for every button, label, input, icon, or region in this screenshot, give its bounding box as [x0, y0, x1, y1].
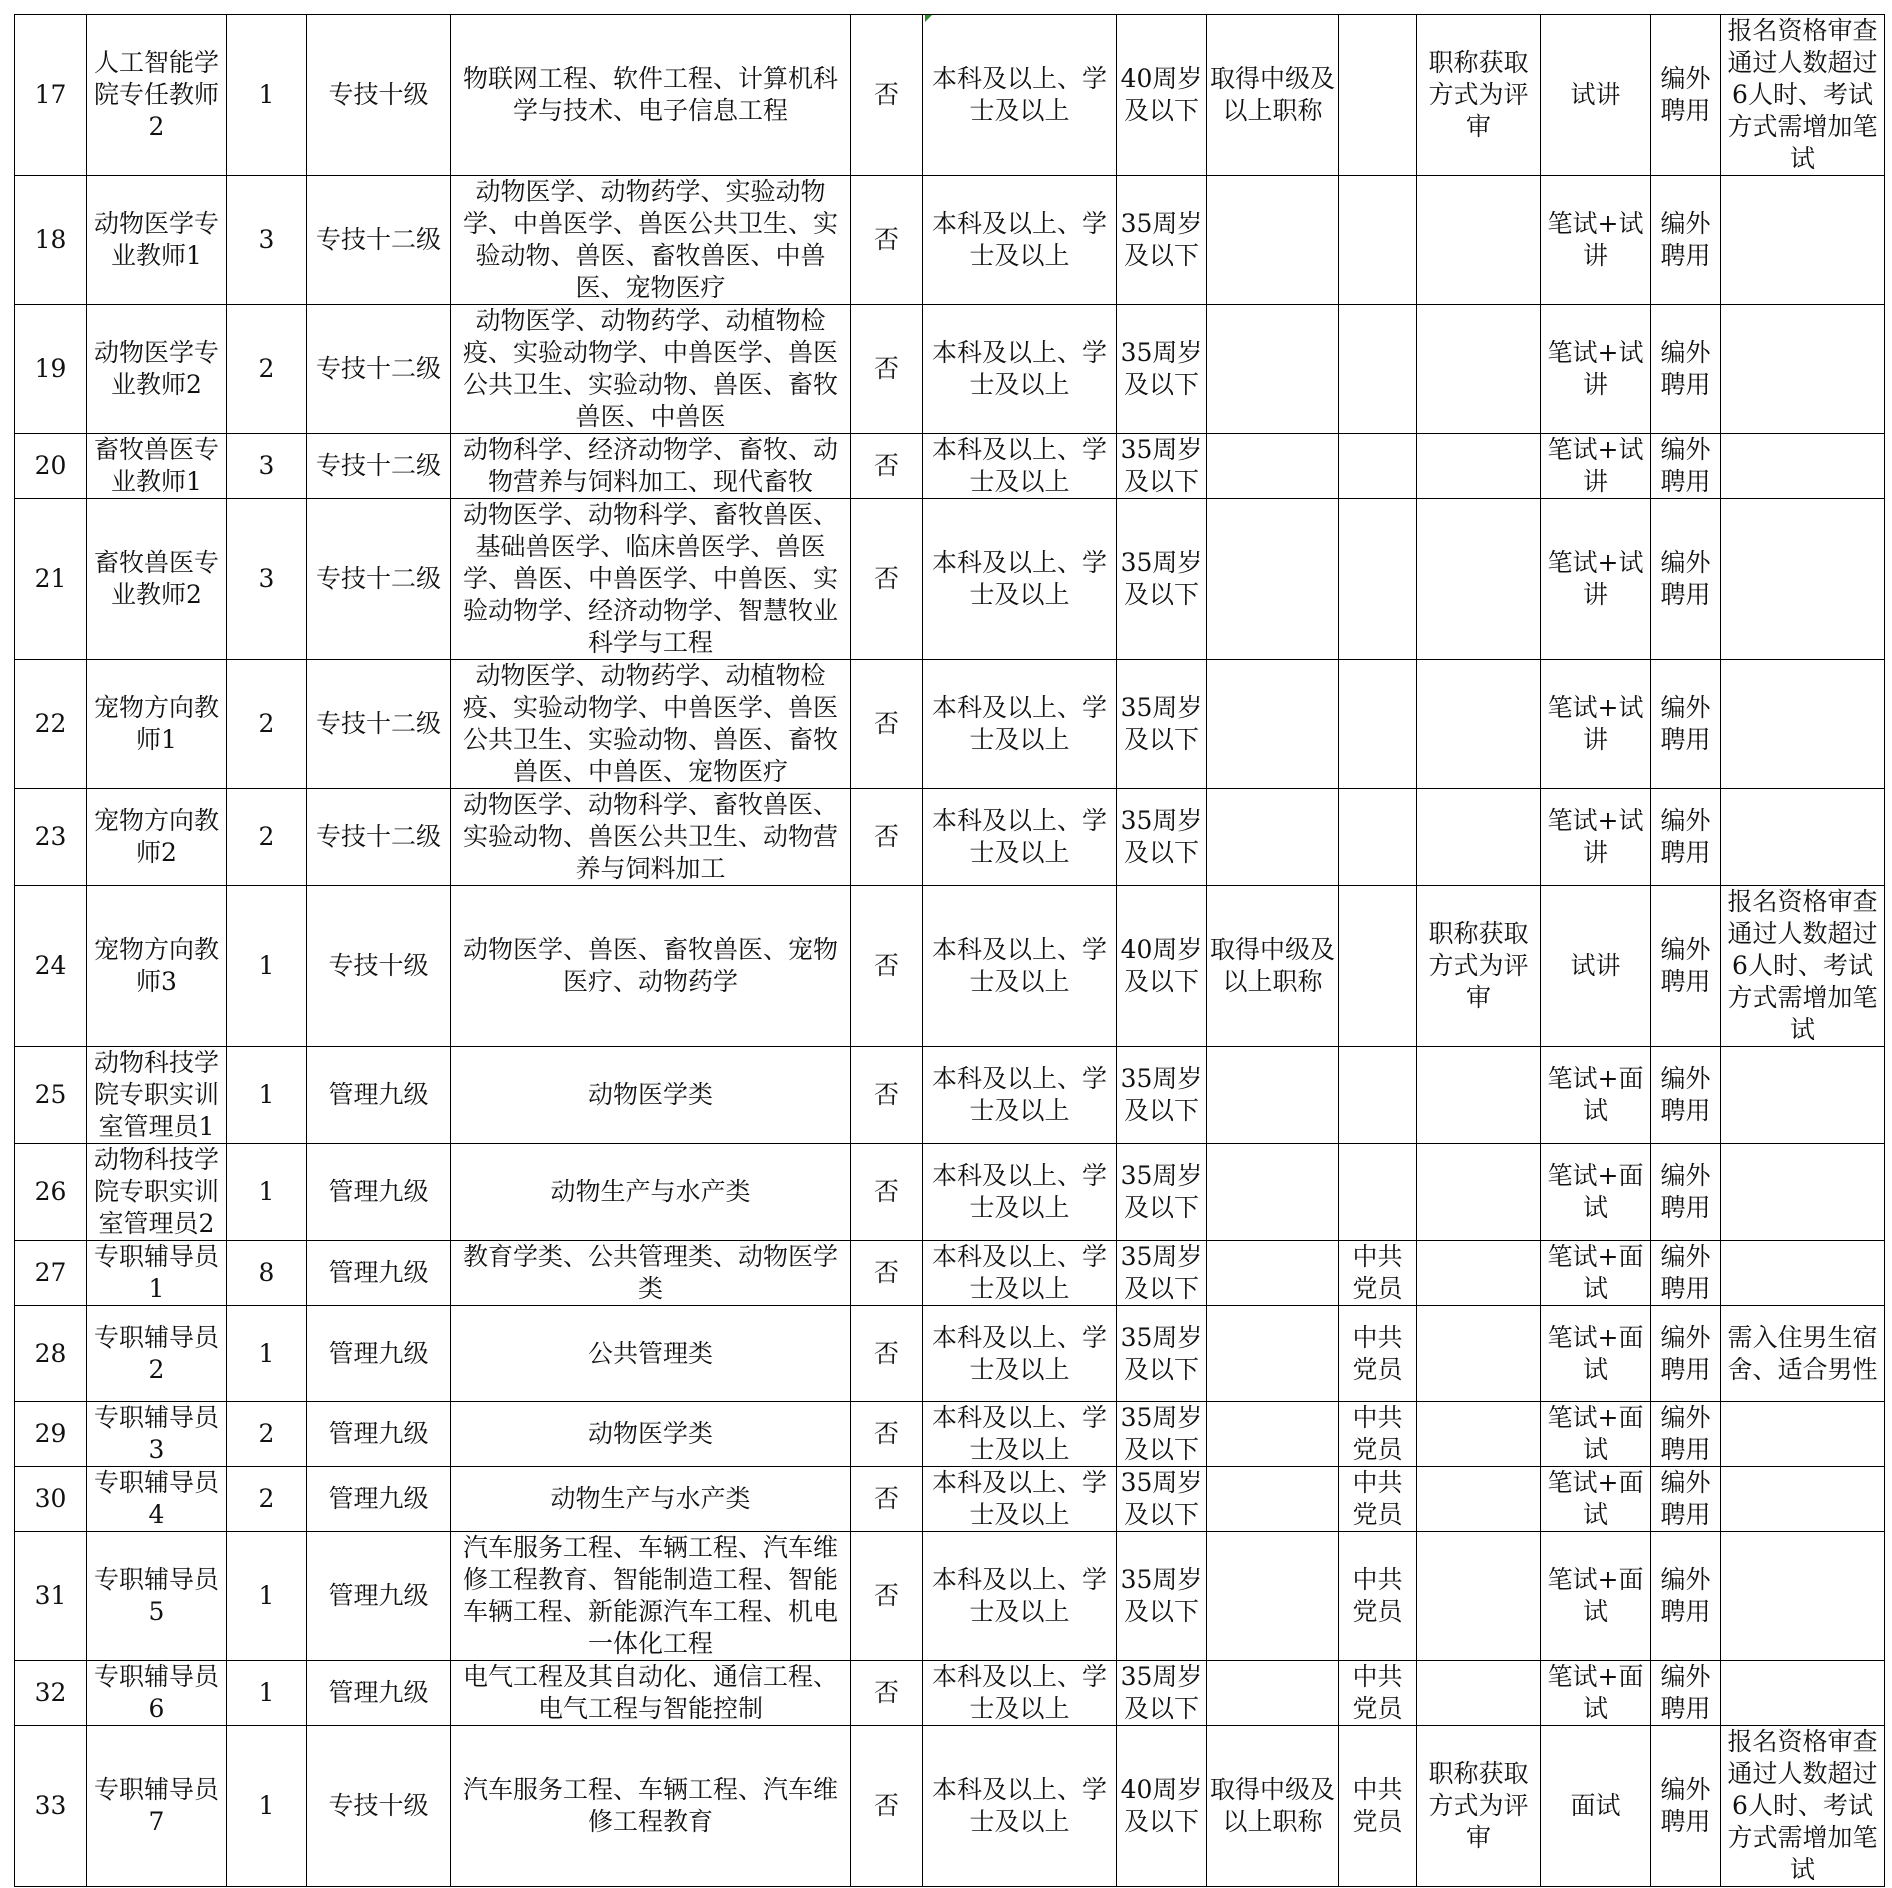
remark-cell — [1721, 1047, 1885, 1144]
title-requirement-cell — [1207, 1402, 1339, 1467]
major-requirement-cell: 动物医学类 — [451, 1402, 851, 1467]
hire-count-cell: 2 — [227, 660, 307, 789]
major-requirement-cell: 动物医学、动物科学、畜牧兽医、基础兽医学、临床兽医学、兽医学、兽医、中兽医学、中兽医、实验动物学、经济动物学、智慧牧业科学与工程 — [451, 499, 851, 660]
education-requirement-cell: 本科及以上、学士及以上 — [923, 1241, 1117, 1306]
table-row — [15, 176, 1885, 305]
row-number-cell: 25 — [15, 1047, 87, 1144]
table-row — [15, 1241, 1885, 1306]
other-requirement-cell — [1417, 305, 1541, 434]
hire-count-cell: 2 — [227, 1402, 307, 1467]
major-requirement-cell: 动物科学、经济动物学、畜牧、动物营养与饲料加工、现代畜牧 — [451, 434, 851, 499]
fixed-quota-flag-cell: 否 — [851, 434, 923, 499]
employment-form-cell: 编外聘用 — [1651, 1467, 1721, 1532]
education-requirement-cell: 本科及以上、学士及以上 — [923, 434, 1117, 499]
exam-method-cell: 面试 — [1541, 1726, 1651, 1887]
remark-cell — [1721, 1467, 1885, 1532]
position-name-cell: 专职辅导员1 — [87, 1241, 227, 1306]
age-requirement-cell: 35周岁及以下 — [1117, 1144, 1207, 1241]
age-requirement-cell: 35周岁及以下 — [1117, 789, 1207, 886]
political-status-cell — [1339, 176, 1417, 305]
position-name-cell: 畜牧兽医专业教师2 — [87, 499, 227, 660]
position-name-cell: 动物科技学院专职实训室管理员2 — [87, 1144, 227, 1241]
hire-count-cell: 1 — [227, 1726, 307, 1887]
title-requirement-cell — [1207, 1306, 1339, 1402]
title-requirement-cell: 取得中级及以上职称 — [1207, 15, 1339, 176]
position-name-cell: 动物医学专业教师1 — [87, 176, 227, 305]
age-requirement-cell: 40周岁及以下 — [1117, 1726, 1207, 1887]
table-row — [15, 1306, 1885, 1402]
table-row — [15, 15, 1885, 176]
post-level-cell: 专技十级 — [307, 15, 451, 176]
age-requirement-cell: 35周岁及以下 — [1117, 1241, 1207, 1306]
remark-cell: 报名资格审查通过人数超过6人时、考试方式需增加笔试 — [1721, 1726, 1885, 1887]
exam-method-cell: 笔试+面试 — [1541, 1661, 1651, 1726]
hire-count-cell: 8 — [227, 1241, 307, 1306]
remark-cell — [1721, 1661, 1885, 1726]
post-level-cell: 管理九级 — [307, 1144, 451, 1241]
remark-cell — [1721, 1532, 1885, 1661]
post-level-cell: 管理九级 — [307, 1402, 451, 1467]
hire-count-cell: 2 — [227, 1467, 307, 1532]
hire-count-cell: 1 — [227, 1532, 307, 1661]
age-requirement-cell: 40周岁及以下 — [1117, 886, 1207, 1047]
major-requirement-cell: 动物生产与水产类 — [451, 1144, 851, 1241]
row-number-cell: 23 — [15, 789, 87, 886]
row-number-cell: 26 — [15, 1144, 87, 1241]
age-requirement-cell: 35周岁及以下 — [1117, 176, 1207, 305]
other-requirement-cell — [1417, 789, 1541, 886]
education-requirement-cell: 本科及以上、学士及以上 — [923, 499, 1117, 660]
row-number-cell: 21 — [15, 499, 87, 660]
table-row — [15, 1532, 1885, 1661]
education-requirement-cell: 本科及以上、学士及以上 — [923, 660, 1117, 789]
post-level-cell: 专技十级 — [307, 886, 451, 1047]
table-row — [15, 499, 1885, 660]
education-requirement-cell: 本科及以上、学士及以上 — [923, 1726, 1117, 1887]
post-level-cell: 管理九级 — [307, 1532, 451, 1661]
row-number-cell: 19 — [15, 305, 87, 434]
education-requirement-cell: 本科及以上、学士及以上 — [923, 1144, 1117, 1241]
employment-form-cell: 编外聘用 — [1651, 1241, 1721, 1306]
major-requirement-cell: 动物医学、动物药学、动植物检疫、实验动物学、中兽医学、兽医公共卫生、实验动物、兽医、畜牧兽医、中兽医 — [451, 305, 851, 434]
fixed-quota-flag-cell: 否 — [851, 1726, 923, 1887]
table-row — [15, 305, 1885, 434]
other-requirement-cell — [1417, 1047, 1541, 1144]
political-status-cell — [1339, 1047, 1417, 1144]
fixed-quota-flag-cell: 否 — [851, 1241, 923, 1306]
post-level-cell: 专技十二级 — [307, 789, 451, 886]
education-requirement-cell: 本科及以上、学士及以上 — [923, 1402, 1117, 1467]
position-name-cell: 专职辅导员6 — [87, 1661, 227, 1726]
education-requirement-cell: 本科及以上、学士及以上 — [923, 789, 1117, 886]
political-status-cell — [1339, 660, 1417, 789]
title-requirement-cell — [1207, 305, 1339, 434]
other-requirement-cell: 职称获取方式为评审 — [1417, 886, 1541, 1047]
fixed-quota-flag-cell: 否 — [851, 789, 923, 886]
remark-cell — [1721, 1144, 1885, 1241]
major-requirement-cell: 动物医学类 — [451, 1047, 851, 1144]
political-status-cell — [1339, 434, 1417, 499]
row-number-cell: 29 — [15, 1402, 87, 1467]
exam-method-cell: 笔试+面试 — [1541, 1306, 1651, 1402]
employment-form-cell: 编外聘用 — [1651, 15, 1721, 176]
post-level-cell: 专技十二级 — [307, 434, 451, 499]
remark-cell — [1721, 434, 1885, 499]
position-name-cell: 专职辅导员4 — [87, 1467, 227, 1532]
education-requirement-cell: 本科及以上、学士及以上 — [923, 1532, 1117, 1661]
employment-form-cell: 编外聘用 — [1651, 1047, 1721, 1144]
political-status-cell — [1339, 305, 1417, 434]
title-requirement-cell — [1207, 176, 1339, 305]
table-row — [15, 1402, 1885, 1467]
age-requirement-cell: 35周岁及以下 — [1117, 499, 1207, 660]
education-requirement-cell: 本科及以上、学士及以上 — [923, 1661, 1117, 1726]
fixed-quota-flag-cell: 否 — [851, 1047, 923, 1144]
fixed-quota-flag-cell: 否 — [851, 660, 923, 789]
remark-cell: 报名资格审查通过人数超过6人时、考试方式需增加笔试 — [1721, 15, 1885, 176]
education-requirement-cell: 本科及以上、学士及以上 — [923, 176, 1117, 305]
position-name-cell: 专职辅导员2 — [87, 1306, 227, 1402]
position-name-cell: 宠物方向教师2 — [87, 789, 227, 886]
exam-method-cell: 笔试+面试 — [1541, 1467, 1651, 1532]
recruitment-table-sheet — [14, 14, 1885, 1887]
row-number-cell: 18 — [15, 176, 87, 305]
major-requirement-cell: 动物生产与水产类 — [451, 1467, 851, 1532]
table-row — [15, 660, 1885, 789]
hire-count-cell: 1 — [227, 886, 307, 1047]
row-number-cell: 30 — [15, 1467, 87, 1532]
fixed-quota-flag-cell: 否 — [851, 1402, 923, 1467]
fixed-quota-flag-cell: 否 — [851, 1467, 923, 1532]
table-row — [15, 789, 1885, 886]
table-body — [15, 15, 1885, 1887]
age-requirement-cell: 35周岁及以下 — [1117, 1306, 1207, 1402]
post-level-cell: 管理九级 — [307, 1241, 451, 1306]
age-requirement-cell: 35周岁及以下 — [1117, 1661, 1207, 1726]
other-requirement-cell: 职称获取方式为评审 — [1417, 15, 1541, 176]
fixed-quota-flag-cell: 否 — [851, 1144, 923, 1241]
title-requirement-cell — [1207, 499, 1339, 660]
title-requirement-cell — [1207, 1467, 1339, 1532]
other-requirement-cell — [1417, 660, 1541, 789]
exam-method-cell: 笔试+面试 — [1541, 1144, 1651, 1241]
hire-count-cell: 2 — [227, 789, 307, 886]
other-requirement-cell: 职称获取方式为评审 — [1417, 1726, 1541, 1887]
other-requirement-cell — [1417, 1144, 1541, 1241]
row-number-cell: 27 — [15, 1241, 87, 1306]
political-status-cell — [1339, 1144, 1417, 1241]
exam-method-cell: 试讲 — [1541, 15, 1651, 176]
employment-form-cell: 编外聘用 — [1651, 1144, 1721, 1241]
table-row — [15, 1047, 1885, 1144]
hire-count-cell: 1 — [227, 1661, 307, 1726]
major-requirement-cell: 动物医学、动物药学、实验动物学、中兽医学、兽医公共卫生、实验动物、兽医、畜牧兽医、中兽医、宠物医疗 — [451, 176, 851, 305]
major-requirement-cell: 教育学类、公共管理类、动物医学类 — [451, 1241, 851, 1306]
post-level-cell: 专技十级 — [307, 1726, 451, 1887]
education-requirement-cell: 本科及以上、学士及以上 — [923, 1467, 1117, 1532]
post-level-cell: 管理九级 — [307, 1306, 451, 1402]
post-level-cell: 专技十二级 — [307, 305, 451, 434]
post-level-cell: 专技十二级 — [307, 660, 451, 789]
fixed-quota-flag-cell: 否 — [851, 305, 923, 434]
exam-method-cell: 笔试+面试 — [1541, 1241, 1651, 1306]
exam-method-cell: 笔试+面试 — [1541, 1047, 1651, 1144]
age-requirement-cell: 35周岁及以下 — [1117, 1532, 1207, 1661]
table-row — [15, 1726, 1885, 1887]
table-row — [15, 434, 1885, 499]
hire-count-cell: 3 — [227, 499, 307, 660]
major-requirement-cell: 电气工程及其自动化、通信工程、电气工程与智能控制 — [451, 1661, 851, 1726]
post-level-cell: 管理九级 — [307, 1661, 451, 1726]
employment-form-cell: 编外聘用 — [1651, 1402, 1721, 1467]
political-status-cell: 中共党员 — [1339, 1241, 1417, 1306]
post-level-cell: 专技十二级 — [307, 176, 451, 305]
major-requirement-cell: 物联网工程、软件工程、计算机科学与技术、电子信息工程 — [451, 15, 851, 176]
title-requirement-cell: 取得中级及以上职称 — [1207, 886, 1339, 1047]
position-name-cell: 动物医学专业教师2 — [87, 305, 227, 434]
row-number-cell: 33 — [15, 1726, 87, 1887]
position-name-cell: 宠物方向教师1 — [87, 660, 227, 789]
recruitment-table — [14, 14, 1885, 1887]
other-requirement-cell — [1417, 434, 1541, 499]
row-number-cell: 22 — [15, 660, 87, 789]
table-row — [15, 1467, 1885, 1532]
age-requirement-cell: 35周岁及以下 — [1117, 1467, 1207, 1532]
hire-count-cell: 1 — [227, 1306, 307, 1402]
remark-cell — [1721, 499, 1885, 660]
remark-cell: 需入住男生宿舍、适合男性 — [1721, 1306, 1885, 1402]
row-number-cell: 28 — [15, 1306, 87, 1402]
title-requirement-cell — [1207, 660, 1339, 789]
age-requirement-cell: 35周岁及以下 — [1117, 305, 1207, 434]
row-number-cell: 32 — [15, 1661, 87, 1726]
employment-form-cell: 编外聘用 — [1651, 1726, 1721, 1887]
exam-method-cell: 笔试+试讲 — [1541, 434, 1651, 499]
row-number-cell: 17 — [15, 15, 87, 176]
employment-form-cell: 编外聘用 — [1651, 176, 1721, 305]
fixed-quota-flag-cell: 否 — [851, 15, 923, 176]
political-status-cell — [1339, 789, 1417, 886]
employment-form-cell: 编外聘用 — [1651, 499, 1721, 660]
political-status-cell: 中共党员 — [1339, 1532, 1417, 1661]
exam-method-cell: 笔试+面试 — [1541, 1532, 1651, 1661]
remark-cell: 报名资格审查通过人数超过6人时、考试方式需增加笔试 — [1721, 886, 1885, 1047]
major-requirement-cell: 汽车服务工程、车辆工程、汽车维修工程教育、智能制造工程、智能车辆工程、新能源汽车工程、机电一体化工程 — [451, 1532, 851, 1661]
fixed-quota-flag-cell: 否 — [851, 1532, 923, 1661]
education-requirement-cell: 本科及以上、学士及以上 — [923, 15, 1117, 176]
political-status-cell: 中共党员 — [1339, 1661, 1417, 1726]
fixed-quota-flag-cell: 否 — [851, 1661, 923, 1726]
education-requirement-cell: 本科及以上、学士及以上 — [923, 1306, 1117, 1402]
position-name-cell: 动物科技学院专职实训室管理员1 — [87, 1047, 227, 1144]
remark-cell — [1721, 305, 1885, 434]
exam-method-cell: 笔试+试讲 — [1541, 660, 1651, 789]
other-requirement-cell — [1417, 1241, 1541, 1306]
other-requirement-cell — [1417, 1532, 1541, 1661]
major-requirement-cell: 动物医学、动物科学、畜牧兽医、实验动物、兽医公共卫生、动物营养与饲料加工 — [451, 789, 851, 886]
employment-form-cell: 编外聘用 — [1651, 886, 1721, 1047]
major-requirement-cell: 汽车服务工程、车辆工程、汽车维修工程教育 — [451, 1726, 851, 1887]
hire-count-cell: 2 — [227, 305, 307, 434]
fixed-quota-flag-cell: 否 — [851, 1306, 923, 1402]
title-requirement-cell — [1207, 1532, 1339, 1661]
education-requirement-cell: 本科及以上、学士及以上 — [923, 305, 1117, 434]
education-requirement-cell: 本科及以上、学士及以上 — [923, 886, 1117, 1047]
other-requirement-cell — [1417, 1467, 1541, 1532]
position-name-cell: 人工智能学院专任教师2 — [87, 15, 227, 176]
post-level-cell: 管理九级 — [307, 1467, 451, 1532]
employment-form-cell: 编外聘用 — [1651, 1661, 1721, 1726]
position-name-cell: 宠物方向教师3 — [87, 886, 227, 1047]
major-requirement-cell: 动物医学、兽医、畜牧兽医、宠物医疗、动物药学 — [451, 886, 851, 1047]
employment-form-cell: 编外聘用 — [1651, 305, 1721, 434]
post-level-cell: 管理九级 — [307, 1047, 451, 1144]
hire-count-cell: 3 — [227, 434, 307, 499]
employment-form-cell: 编外聘用 — [1651, 434, 1721, 499]
other-requirement-cell — [1417, 499, 1541, 660]
major-requirement-cell: 动物医学、动物药学、动植物检疫、实验动物学、中兽医学、兽医公共卫生、实验动物、兽医、畜牧兽医、中兽医、宠物医疗 — [451, 660, 851, 789]
position-name-cell: 畜牧兽医专业教师1 — [87, 434, 227, 499]
other-requirement-cell — [1417, 1306, 1541, 1402]
exam-method-cell: 笔试+面试 — [1541, 1402, 1651, 1467]
exam-method-cell: 笔试+试讲 — [1541, 789, 1651, 886]
exam-method-cell: 试讲 — [1541, 886, 1651, 1047]
education-requirement-cell: 本科及以上、学士及以上 — [923, 1047, 1117, 1144]
hire-count-cell: 1 — [227, 1047, 307, 1144]
political-status-cell: 中共党员 — [1339, 1726, 1417, 1887]
exam-method-cell: 笔试+试讲 — [1541, 176, 1651, 305]
remark-cell — [1721, 789, 1885, 886]
political-status-cell: 中共党员 — [1339, 1306, 1417, 1402]
political-status-cell — [1339, 15, 1417, 176]
political-status-cell: 中共党员 — [1339, 1467, 1417, 1532]
position-name-cell: 专职辅导员3 — [87, 1402, 227, 1467]
political-status-cell: 中共党员 — [1339, 1402, 1417, 1467]
hire-count-cell: 1 — [227, 1144, 307, 1241]
other-requirement-cell — [1417, 1661, 1541, 1726]
other-requirement-cell — [1417, 176, 1541, 305]
employment-form-cell: 编外聘用 — [1651, 789, 1721, 886]
age-requirement-cell: 35周岁及以下 — [1117, 1047, 1207, 1144]
other-requirement-cell — [1417, 1402, 1541, 1467]
employment-form-cell: 编外聘用 — [1651, 1532, 1721, 1661]
title-requirement-cell — [1207, 1047, 1339, 1144]
table-row — [15, 1661, 1885, 1726]
row-number-cell: 20 — [15, 434, 87, 499]
remark-cell — [1721, 1241, 1885, 1306]
age-requirement-cell: 35周岁及以下 — [1117, 434, 1207, 499]
title-requirement-cell — [1207, 1144, 1339, 1241]
age-requirement-cell: 40周岁及以下 — [1117, 15, 1207, 176]
post-level-cell: 专技十二级 — [307, 499, 451, 660]
table-row — [15, 1144, 1885, 1241]
age-requirement-cell: 35周岁及以下 — [1117, 660, 1207, 789]
title-requirement-cell — [1207, 789, 1339, 886]
hire-count-cell: 1 — [227, 15, 307, 176]
row-number-cell: 24 — [15, 886, 87, 1047]
political-status-cell — [1339, 499, 1417, 660]
remark-cell — [1721, 176, 1885, 305]
fixed-quota-flag-cell: 否 — [851, 886, 923, 1047]
employment-form-cell: 编外聘用 — [1651, 660, 1721, 789]
title-requirement-cell — [1207, 434, 1339, 499]
title-requirement-cell: 取得中级及以上职称 — [1207, 1726, 1339, 1887]
fixed-quota-flag-cell: 否 — [851, 176, 923, 305]
row-number-cell: 31 — [15, 1532, 87, 1661]
position-name-cell: 专职辅导员7 — [87, 1726, 227, 1887]
exam-method-cell: 笔试+试讲 — [1541, 305, 1651, 434]
title-requirement-cell — [1207, 1661, 1339, 1726]
political-status-cell — [1339, 886, 1417, 1047]
title-requirement-cell — [1207, 1241, 1339, 1306]
employment-form-cell: 编外聘用 — [1651, 1306, 1721, 1402]
major-requirement-cell: 公共管理类 — [451, 1306, 851, 1402]
table-row — [15, 886, 1885, 1047]
remark-cell — [1721, 1402, 1885, 1467]
age-requirement-cell: 35周岁及以下 — [1117, 1402, 1207, 1467]
position-name-cell: 专职辅导员5 — [87, 1532, 227, 1661]
hire-count-cell: 3 — [227, 176, 307, 305]
remark-cell — [1721, 660, 1885, 789]
exam-method-cell: 笔试+试讲 — [1541, 499, 1651, 660]
fixed-quota-flag-cell: 否 — [851, 499, 923, 660]
